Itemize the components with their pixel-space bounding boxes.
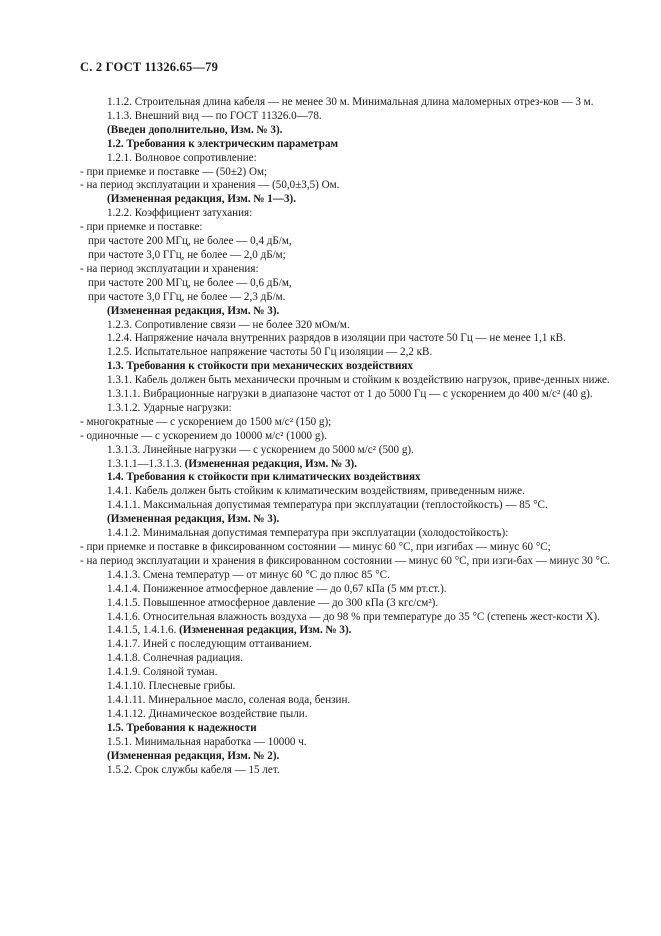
paragraph-line — [80, 235, 612, 249]
paragraph-text: 1.3.1.3. Линейные нагрузки — с ускорением до 5000 м/с² (500 g). — [107, 443, 414, 456]
paragraph-text: 1.4.1.5, 1.4.1.6. — [107, 624, 177, 637]
paragraph-line — [80, 485, 612, 499]
paragraph-line — [80, 708, 612, 722]
paragraph-text: (Измененная редакция, Изм. № 3). — [107, 513, 280, 526]
paragraph-text: (Введен дополнительно, Изм. № 3). — [107, 123, 283, 136]
paragraph-line — [80, 583, 612, 597]
paragraph-text: 1.3.1.1. Вибрационные нагрузки в диапазоне частот от 1 до 5000 Гц — с ускорением до 400 м/с² (40 g). — [107, 388, 593, 401]
paragraph-line — [80, 750, 612, 764]
paragraph-text: 1.2.2. Коэффициент затухания: — [107, 207, 253, 220]
paragraph-text: - на период эксплуатации и хранения в фиксированном состоянии — минус 60 °С, при изги-бах — минус 30 °С. — [80, 554, 611, 567]
paragraph-line — [80, 319, 612, 333]
paragraph-line — [80, 138, 612, 152]
paragraph-line — [80, 555, 612, 569]
paragraph-line — [80, 152, 612, 166]
paragraph-line — [80, 666, 612, 680]
paragraph-text: 1.5.2. Срок службы кабеля — 15 лет. — [107, 763, 280, 776]
paragraph-line — [80, 402, 612, 416]
paragraph-text: 1.4.1.3. Смена температур — от минус 60 °С до плюс 85 °С. — [107, 568, 390, 581]
amendment-note: (Измененная редакция, Изм. № 3). — [176, 624, 352, 637]
paragraph-text: 1.3.1.1—1.3.1.3. — [107, 457, 182, 470]
paragraph-text: 1.2.4. Напряжение начала внутренних разрядов в изоляции при частоте 50 Гц — не менее 1,1 кВ. — [107, 332, 566, 345]
paragraph-text: 1.4.1.6. Относительная влажность воздуха — до 98 % при температуре до 35 °С (степень жест-кости Х). — [107, 610, 600, 623]
amendment-note: (Измененная редакция, Изм. № 3). — [181, 457, 357, 470]
paragraph-text: 1.4.1.12. Динамическое воздействие пыли. — [107, 707, 308, 720]
paragraph-line — [80, 527, 612, 541]
paragraph-text: 1.4.1.5. Повышенное атмосферное давление — до 300 кПа (3 кгс/см²). — [107, 596, 439, 609]
paragraph-line — [80, 193, 612, 207]
paragraph-text: 1.4.1.7. Иней с последующим оттаиванием. — [107, 638, 312, 651]
paragraph-text: 1.4.1.4. Пониженное атмосферное давление — до 0,67 кПа (5 мм рт.ст.). — [107, 582, 447, 595]
paragraph-line — [80, 124, 612, 138]
paragraph-text: - на период эксплуатации и хранения — (50,0±3,5) Ом. — [80, 179, 340, 192]
paragraph-text: - при приемке и поставке в фиксированном состоянии — минус 60 °С, при изгибах — минус 60 °С; — [80, 541, 551, 553]
paragraph-text: 1.4.1.8. Солнечная радиация. — [107, 652, 244, 665]
paragraph-line — [80, 499, 612, 513]
paragraph-text: 1.2.1. Волновое сопротивление: — [107, 151, 257, 164]
paragraph-text: 1.1.3. Внешний вид — по ГОСТ 11326.0—78. — [107, 109, 322, 122]
paragraph-text: (Измененная редакция, Изм. № 1—3). — [107, 193, 296, 206]
paragraph-line — [80, 722, 612, 736]
paragraph-text: 1.4.1.9. Соляной туман. — [107, 666, 218, 679]
paragraph-text: при частоте 200 МГц, не более — 0,4 дБ/м, — [88, 235, 292, 248]
paragraph-line — [80, 305, 612, 319]
paragraph-line — [80, 541, 612, 555]
paragraph-text: 1.3. Требования к стойкости при механических воздействиях — [107, 360, 413, 373]
paragraph-line — [80, 694, 612, 708]
paragraph-line — [80, 207, 612, 221]
paragraph-line — [80, 611, 612, 625]
paragraph-text: - при приемке и поставке: — [80, 221, 203, 234]
paragraph-line — [80, 569, 612, 583]
paragraph-line — [80, 374, 612, 388]
paragraph-text: 1.4.1.10. Плесневые грибы. — [107, 680, 236, 693]
paragraph-line — [80, 96, 612, 110]
paragraph-text: 1.4.1.2. Минимальная допустимая температура при эксплуатации (холодостойкость): — [107, 527, 509, 540]
paragraph-line — [80, 416, 612, 430]
paragraph-line — [80, 263, 612, 277]
paragraph-line — [80, 291, 612, 305]
paragraph-text: 1.1.2. Строительная длина кабеля — не менее 30 м. Минимальная длина маломерных отрез-ков — 3 м. — [107, 96, 594, 108]
paragraph-text: при частоте 3,0 ГГц, не более — 2,0 дБ/м; — [88, 248, 286, 261]
paragraph-text: 1.3.1.2. Ударные нагрузки: — [107, 401, 232, 414]
paragraph-line — [80, 110, 612, 124]
paragraph-line — [80, 346, 612, 360]
document-body — [80, 96, 612, 777]
paragraph-line — [80, 638, 612, 652]
paragraph-text: при частоте 200 МГц, не более — 0,6 дБ/м, — [88, 276, 292, 289]
paragraph-text: 1.4.1. Кабель должен быть стойким к климатическим воздействиям, приведенным ниже. — [107, 485, 525, 498]
paragraph-line — [80, 430, 612, 444]
paragraph-text: 1.5. Требования к надежности — [107, 721, 257, 734]
paragraph-line — [80, 277, 612, 291]
paragraph-text: 1.4. Требования к стойкости при климатических воздействиях — [107, 471, 421, 484]
paragraph-line — [80, 736, 612, 750]
paragraph-text: 1.4.1.1. Максимальная допустимая температура при эксплуатации (теплостойкость) — 85 °С. — [107, 499, 548, 512]
paragraph-line — [80, 680, 612, 694]
paragraph-line — [80, 597, 612, 611]
page-header: С. 2 ГОСТ 11326.65—79 — [80, 60, 219, 74]
paragraph-line — [80, 179, 612, 193]
paragraph-line — [80, 332, 612, 346]
paragraph-text: (Измененная редакция, Изм. № 2). — [107, 749, 280, 762]
paragraph-text: 1.2.3. Сопротивление связи — не более 320 мОм/м. — [107, 318, 350, 331]
paragraph-text: - многократные — с ускорением до 1500 м/с² (150 g); — [80, 415, 332, 428]
paragraph-text: (Измененная редакция, Изм. № 3). — [107, 304, 280, 317]
paragraph-line — [80, 388, 612, 402]
paragraph-line — [80, 471, 612, 485]
paragraph-line — [80, 249, 612, 263]
paragraph-text: 1.3.1. Кабель должен быть механически прочным и стойким к воздействию нагрузок, приве-денных ниже. — [107, 374, 610, 387]
paragraph-text: 1.2. Требования к электрическим параметрам — [107, 137, 339, 150]
paragraph-line — [80, 221, 612, 235]
paragraph-text: - на период эксплуатации и хранения: — [80, 262, 259, 275]
paragraph-line — [80, 360, 612, 374]
paragraph-text: - одиночные — с ускорением до 10000 м/с² (1000 g). — [80, 429, 327, 442]
paragraph-line — [80, 624, 612, 638]
paragraph-line — [80, 764, 612, 778]
paragraph-text: 1.2.5. Испытательное напряжение частоты 50 Гц изоляции — 2,2 кВ. — [107, 346, 433, 359]
paragraph-line — [80, 166, 612, 180]
paragraph-line — [80, 513, 612, 527]
paragraph-text: - при приемке и поставке — (50±2) Ом; — [80, 165, 268, 178]
paragraph-line — [80, 458, 612, 472]
paragraph-line — [80, 652, 612, 666]
paragraph-text: 1.4.1.11. Минеральное масло, соленая вода, бензин. — [107, 693, 351, 706]
paragraph-text: при частоте 3,0 ГГц, не более — 2,3 дБ/м. — [88, 290, 286, 303]
paragraph-text: 1.5.1. Минимальная наработка — 10000 ч. — [107, 735, 307, 748]
paragraph-line — [80, 444, 612, 458]
